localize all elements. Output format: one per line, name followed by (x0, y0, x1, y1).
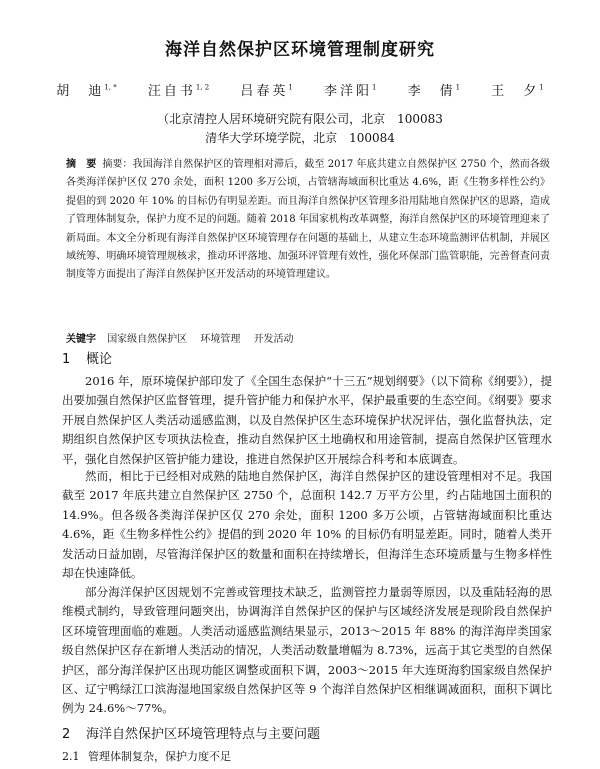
section-title: 概论 (86, 352, 113, 367)
author-list (0, 80, 600, 99)
author: 王 夕$^1$ (491, 83, 544, 99)
section-heading (62, 723, 320, 742)
affiliation: 清华大学环境学院，北京 100084 (205, 131, 395, 145)
abstract-label: 摘 要 (66, 159, 97, 170)
keyword: 开发活动 (253, 334, 294, 345)
abstract-text: 摘要：我国海洋自然保护区的管理相对滞后，截至 2017 年底共建立自然保护区 2750 个，然而各级各类海洋保护区仅 270 余处，面积 1200 多万公顷，占管辖海域面积比重达 4.6%，距《生物多样性公约》提倡的到 2020 年 10% 的目标仍有明显差距。而且海洋自然保护区管理多沿用陆地自然保护区的思路，造成了管理体制复杂，保护力度不足的问题。随着 2018 年国家机构改革调整，海洋自然保护区的环境管理迎来了新局面。本文全分析现有海洋自然保护区环境管理存在问题的基础上，从建立生态环境监测评估机制，并展区域统筹、明确环境管理规核求，推动环评落地、加强环评管理有效性，强化环保部门监管职能，完善督查问责制度等方面提出了海洋自然保护区开发活动的环境管理建议。 (66, 159, 551, 281)
subsection-number: 2.1 (62, 750, 80, 763)
subsection-heading (62, 748, 231, 764)
author-affiliation-mark: 1, 2 (195, 83, 210, 92)
section-title: 海洋自然保护区环境管理特点与主要问题 (86, 727, 321, 742)
section-number: 1 (62, 352, 71, 367)
subsection-title: 管理体制复杂，保护力度不足 (88, 750, 231, 763)
body-paragraph: 然而，相比于已经相对成熟的陆地自然保护区，海洋自然保护区的建设管理相对不足。我国截至 2017 年底共建立自然保护区 2750 个，总面积 142.7 万平方公里，约占陆地国土面积的 14.9%。但各级各类海洋保护区仅 270 余处，面积 1200 多万公顷，占管辖海域面积比重达 4.6%，距《生物多样性公约》提倡的到 2020 年 10% 的目标仍有明显差距。同时，随着人类开发活动日益加剧，尽管海洋保护区的数量和面积在持续增长，但海洋生态环境质量与生物多样性却在快速降低。 (62, 469, 552, 581)
author: 吕春英$^1$ (240, 83, 293, 99)
author-affiliation-mark: 1 (372, 83, 377, 92)
author-affiliation-mark: 1, * (104, 83, 117, 92)
author-affiliation-mark: 1 (288, 83, 293, 92)
paper-title: 海洋自然保护区环境管理制度研究 (165, 40, 435, 60)
body-paragraph: 部分海洋保护区因规划不完善或管理技术缺乏，监测管控力量弱等原因，以及重陆轻海的思维模式制约，导致管理问题突出，协调海洋自然保护区的保护与区域经济发展是现阶段自然保护区环境管理面临的难题。人类活动遥感监测结果显示，2013～2015 年 88% 的海洋海岸类国家级自然保护区存在新增人类活动的情况，人类活动数量增幅为 8.73%，远高于其它类型的自然保护区，部分海洋保护区出现功能区调整或面积下调，2003～2015 年大连斑海豹国家级自然保护区、辽宁鸭绿江口滨海湿地国家级自然保护区等 9 个海洋自然保护区相继调减面积，面积下调比例为 24.6%～77%。 (62, 585, 552, 716)
section-number: 2 (62, 727, 71, 742)
author: 李 倩$^1$ (407, 83, 461, 99)
author: 李洋阳$^1$ (323, 83, 377, 99)
author-affiliation-mark: 1 (539, 83, 544, 92)
author-affiliation-mark: 1 (455, 83, 461, 92)
body-paragraph: 2016 年，原环境保护部印发了《全国生态保护“十三五”规划纲要》（以下简称《纲要》），提出要加强自然保护区监督管理，提升管护能力和保护水平，保护最重要的生态空间。《纲要》要求开展自然保护区人类活动遥感监测，以及自然保护区生态环境保护状况评估，强化监督执法，定期组织自然保护区专项执法检查，推动自然保护区土地确权和用途管制，提高自然保护区管理水平，强化自然保护区管护能力建设，推进自然保护区开展综合科考和本底调查。 (62, 374, 552, 466)
author: 胡 迪$^{1, *}$ (56, 83, 117, 99)
keyword: 环境管理 (200, 334, 241, 345)
affiliation: （北京清控人居环境研究院有限公司，北京 100083 (157, 112, 443, 126)
abstract (66, 156, 550, 285)
author: 汪自书$^{1, 2}$ (147, 83, 210, 99)
keywords (66, 330, 550, 345)
section-heading (62, 348, 112, 367)
keyword: 国家级自然保护区 (107, 334, 188, 345)
keywords-label: 关键字 (66, 334, 96, 345)
